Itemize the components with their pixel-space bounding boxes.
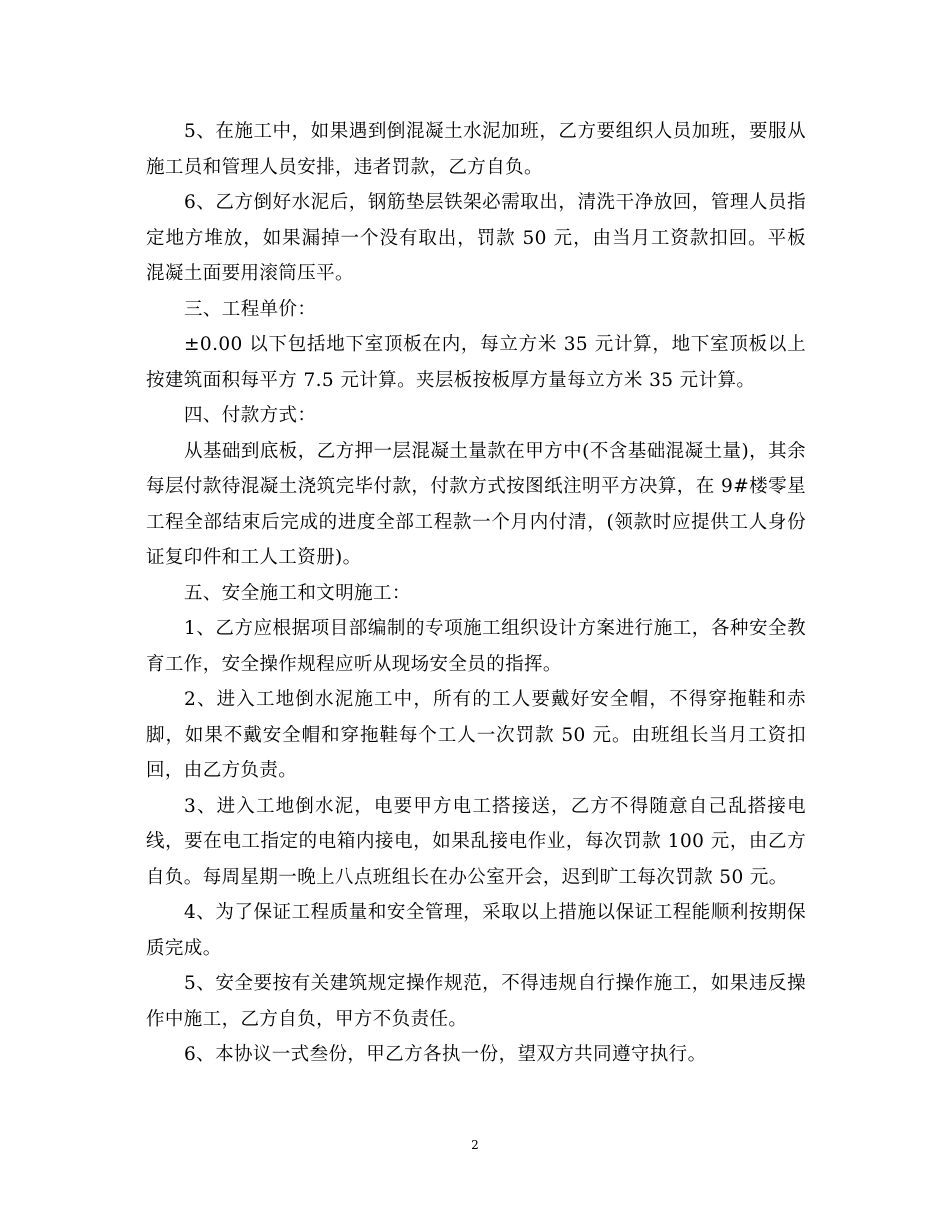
document-body (146, 114, 806, 1073)
paragraph-payment: 从基础到底板，乙方押一层混凝土量款在甲方中(不含基础混凝土量)，其余每层付款待混凝土浇筑完毕付款，付款方式按图纸注明平方决算，在 9#楼零星工程全部结束后完成的进度全部工程款一个月内付清，(领款时应提供工人身份证复印件和工人工资册)。 (146, 440, 806, 568)
page-number: 2 (471, 1138, 479, 1152)
paragraph-rebar-frame: 6、乙方倒好水泥后，钢筋垫层铁架必需取出，清洗干净放回，管理人员指定地方堆放，如果漏掉一个没有取出，罚款 50 元，由当月工资款扣回。平板混凝土面要用滚筒压平。 (146, 192, 806, 284)
paragraph-safety-6: 6、本协议一式叁份，甲乙方各执一份，望双方共同遵守执行。 (184, 1044, 707, 1065)
paragraph-safety-5: 5、安全要按有关建筑规定操作规范，不得违规自行操作施工，如果违反操作中施工，乙方自负，甲方不负责任。 (146, 973, 806, 1030)
paragraph-unit-price: ±0.00 以下包括地下室顶板在内，每立方米 35 元计算，地下室顶板以上按建筑面积每平方 7.5 元计算。夹层板按板厚方量每立方米 35 元计算。 (146, 334, 806, 391)
heading-safety: 五、安全施工和文明施工： (184, 582, 411, 604)
paragraph-safety-3: 3、进入工地倒水泥，电要甲方电工搭接送，乙方不得随意自己乱搭接电线，要在电工指定的电箱内接电，如果乱接电作业，每次罚款 100 元，由乙方自负。每周星期一晚上八点班组长在办公室开会，迟到旷工每次罚款 50 元。 (146, 795, 806, 888)
heading-unit-price: 三、工程单价： (184, 298, 317, 320)
paragraph-safety-1: 1、乙方应根据项目部编制的专项施工组织设计方案进行施工，各种安全教育工作，安全操作规程应听从现场安全员的指挥。 (146, 618, 806, 675)
paragraph-overtime: 5、在施工中，如果遇到倒混凝土水泥加班，乙方要组织人员加班，要服从施工员和管理人员安排，违者罚款，乙方自负。 (146, 121, 806, 178)
heading-payment: 四、付款方式： (184, 405, 317, 426)
paragraph-safety-2: 2、进入工地倒水泥施工中，所有的工人要戴好安全帽，不得穿拖鞋和赤脚，如果不戴安全帽和穿拖鞋每个工人一次罚款 50 元。由班组长当月工资扣回，由乙方负责。 (146, 689, 806, 781)
paragraph-safety-4: 4、为了保证工程质量和安全管理，采取以上措施以保证工程能顺利按期保质完成。 (146, 902, 806, 959)
